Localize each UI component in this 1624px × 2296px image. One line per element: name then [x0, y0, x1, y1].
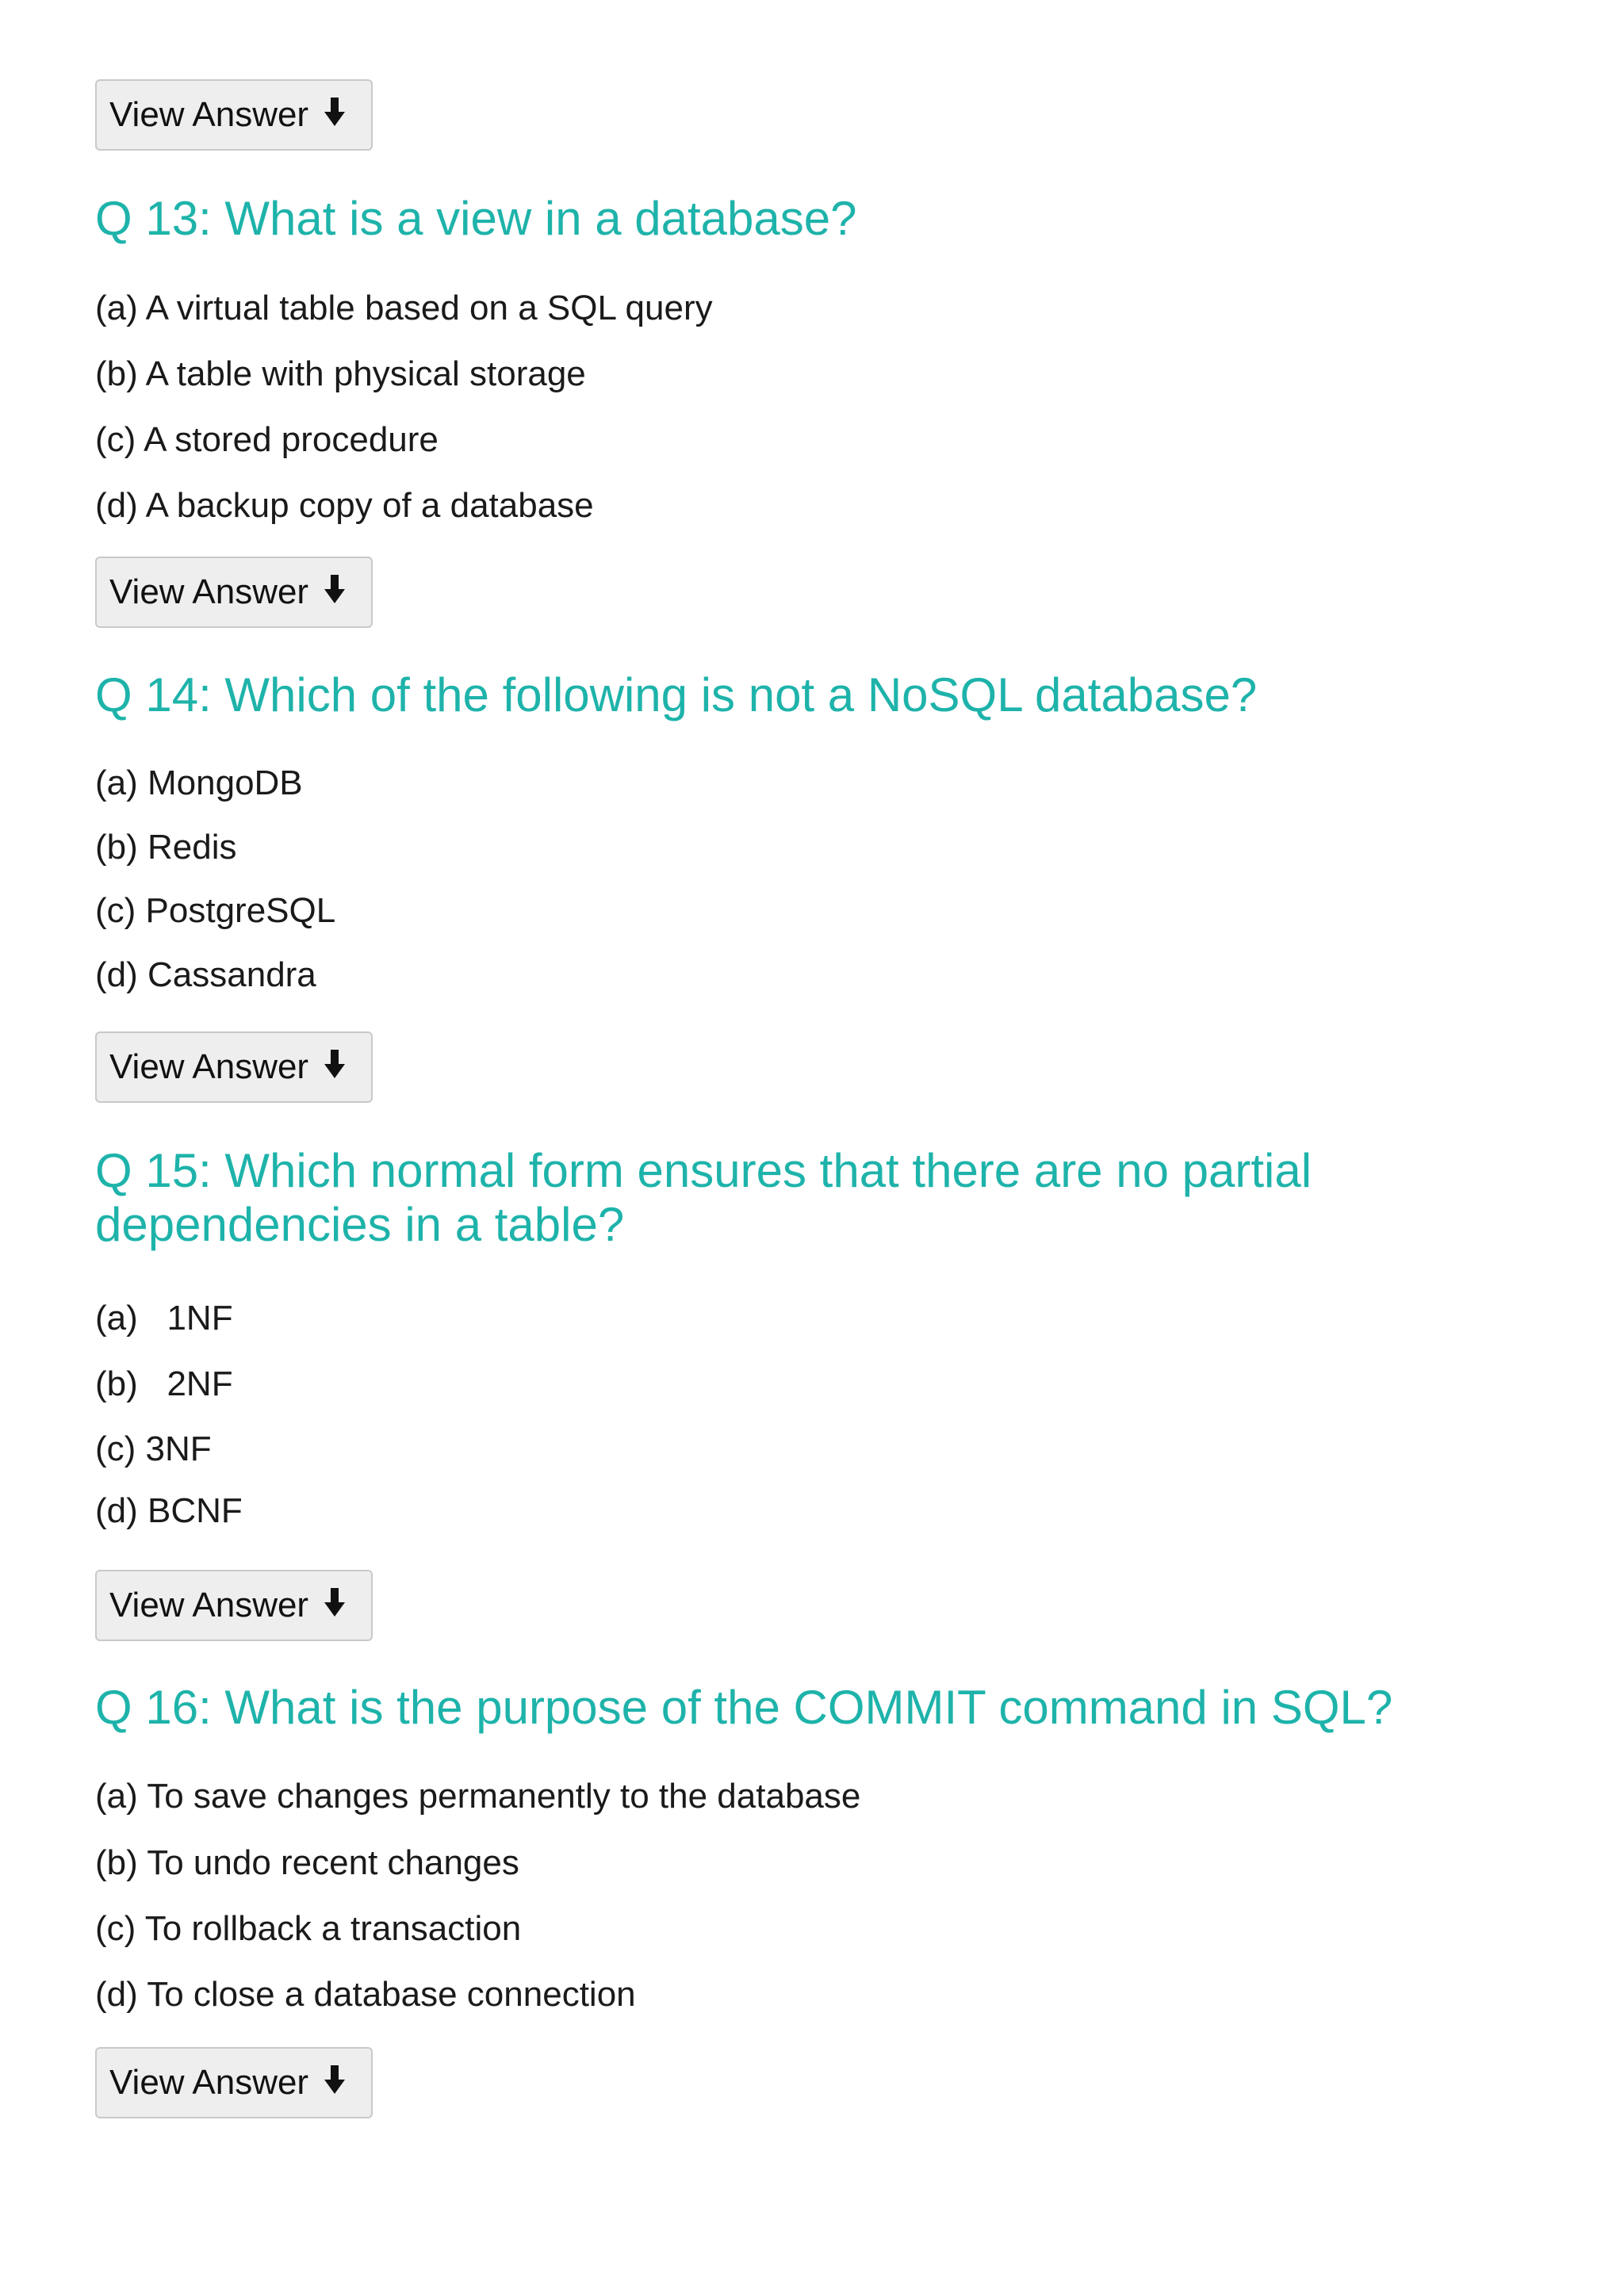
view-answer-button-q16[interactable]: [95, 2047, 373, 2118]
option-c: (c) PostgreSQL: [95, 891, 336, 930]
down-arrow-icon: [323, 1586, 347, 1618]
view-answer-label: View Answer: [109, 1586, 309, 1624]
option-a: (a) To save changes permanently to the database: [95, 1777, 861, 1816]
option-c: (c) 3NF: [95, 1429, 212, 1468]
question-title: Q 14: Which of the following is not a NoSQL database?: [95, 668, 1258, 721]
view-answer-button-q14[interactable]: [95, 1031, 373, 1103]
question-title: Q 13: What is a view in a database?: [95, 192, 857, 245]
option-d: (d) To close a database connection: [95, 1975, 636, 2014]
down-arrow-icon: [323, 1048, 347, 1080]
option-d: (d) BCNF: [95, 1491, 243, 1530]
option-c: (c) A stored procedure: [95, 420, 439, 459]
question-title: Q 15: Which normal form ensures that there are no partial dependencies in a table?: [95, 1144, 1312, 1251]
option-d: (d) A backup copy of a database: [95, 486, 594, 525]
down-arrow-icon: [323, 573, 347, 605]
view-answer-label: View Answer: [109, 572, 309, 611]
view-answer-label: View Answer: [109, 1047, 309, 1086]
question-title: Q 16: What is the purpose of the COMMIT command in SQL?: [95, 1681, 1393, 1734]
view-answer-button-q13[interactable]: [95, 557, 373, 628]
view-answer-label: View Answer: [109, 2063, 309, 2102]
down-arrow-icon: [323, 2064, 347, 2095]
down-arrow-icon: [323, 96, 347, 128]
option-c: (c) To rollback a transaction: [95, 1909, 522, 1948]
option-a: (a) A virtual table based on a SQL query: [95, 289, 713, 327]
view-answer-label: View Answer: [109, 95, 309, 134]
option-b: (b) 2NF: [95, 1364, 233, 1403]
option-b: (b) To undo recent changes: [95, 1843, 519, 1882]
view-answer-button-q15[interactable]: [95, 1570, 373, 1641]
option-b: (b) A table with physical storage: [95, 354, 586, 393]
view-answer-button-q12[interactable]: [95, 79, 373, 151]
option-b: (b) Redis: [95, 828, 237, 867]
option-a: (a) MongoDB: [95, 763, 303, 802]
option-d: (d) Cassandra: [95, 955, 316, 994]
option-a: (a) 1NF: [95, 1299, 233, 1337]
